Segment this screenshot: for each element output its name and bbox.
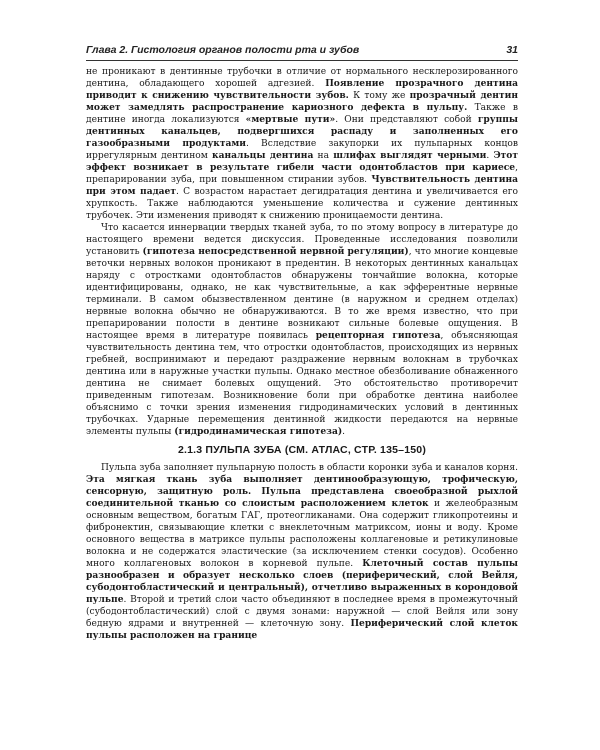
text-run: . Вследствие закупорки их пульпарных концов иррегулярным дентином	[86, 139, 518, 161]
text-run: на	[313, 151, 334, 161]
text-run: не проникают в дентинные трубочки в отличие от нормального несклерозированного дентина, обладающего хорошей адгезией.	[86, 67, 518, 89]
bold-phrase: шлифах выглядят черными	[333, 150, 487, 161]
bold-phrase: (гипотеза непосредственной нервной регуляции)	[142, 246, 409, 257]
bold-phrase: канальцы дентина	[212, 150, 314, 161]
body-text	[86, 66, 518, 642]
text-run: . Второй и третий слои часто объединяют в последнее время в промежуточный (субодонтобластический) слой с двумя зонами: наружной — слой Вейля или зону бедную ядрами и внутренней — клеточную зону.	[86, 595, 518, 629]
bold-phrase: (гидродинамическая гипотеза)	[174, 426, 343, 437]
bold-phrase: группы дентинных канальцев, подвергшихся распаду и заполненных его газообразными продуктами	[86, 114, 518, 149]
paragraph	[86, 66, 518, 222]
text-run: . Они представляют собой	[335, 115, 478, 125]
text-run: .	[342, 427, 346, 437]
paragraph	[86, 462, 518, 642]
header-rule	[86, 60, 518, 61]
text-run: Что касается иннервации твердых тканей зуба, то по этому вопросу в литературе до настоящего времени ведется дискуссия. Проведенные исследования позволили установить	[86, 223, 518, 257]
bold-phrase: Периферический слой клеток пульпы расположен на границе	[86, 618, 518, 641]
bold-phrase: Появление прозрачного дентина приводит к снижению чувствительности зубов.	[86, 78, 518, 101]
text-run: К тому же	[348, 91, 410, 101]
chapter-title: Глава 2. Гистология органов полости рта и зубов	[86, 44, 360, 56]
bold-phrase: рецепторная гипотеза	[315, 330, 441, 341]
bold-phrase: Клеточный состав пульпы разнообразен и образует несколько слоев (периферический, слой Вейля, субодонтобластический и центральный), отчетливо выраженных в корондовой пульпе	[86, 558, 518, 605]
page-number: 31	[506, 44, 518, 56]
text-run: , что многие концевые веточки нервных волокон проникают в предентин. В некоторых дентинных канальцах наряду с отростками одонтобластов обнаружены тончайшие волокна, которые идентифицированы, однако, не как чувствительные, а как эфферентные нервные терминали. В самом обызвествленном дентине (в наружном и среднем отделах) нервные волокна обычно не обнаруживаются. В то же время известно, что при препарировании полости в дентине возникают сильные болевые ощущения. В настоящее время в литературе появилась	[86, 247, 518, 341]
bold-phrase: Эта мягкая ткань зуба выполняет дентинообразующую, трофическую, сенсорную, защитную роль. Пульпа представлена своеобразной рыхлой соединительной тканью со слоистым расположением клеток	[86, 474, 518, 509]
text-run: , препарировании зуба, при повышенном стирании зубов.	[86, 163, 518, 185]
paragraphs-before-section	[86, 66, 518, 438]
paragraphs-after-section	[86, 462, 518, 642]
bold-phrase: Этот эффект возникает в результате гибели части одонтобластов при кариесе	[86, 150, 519, 173]
bold-phrase: прозрачный дентин может замедлять распространение кариозного дефекта в пульпу.	[86, 90, 518, 113]
text-run: .	[486, 151, 494, 161]
text-run: и желеобразным основным веществом, богатым ГАГ, протеогликанами. Она содержит гликопротеины и фибронектин, связывающие клетки с внеклеточным матриксом, ионы и воду. Кроме основного вещества в матриксе пульпы расположены коллагеновые и ретикулиновые волокна и не содержатся эластические (за исключением стенки сосудов). Особенно много коллагеновых волокон в корневой пульпе.	[86, 499, 518, 569]
text-run: Пульпа зуба заполняет пульпарную полость в области коронки зуба и каналов корня.	[101, 463, 518, 473]
section-heading: 2.1.3 ПУЛЬПА ЗУБА (СМ. АТЛАС, СТР. 135–150)	[177, 444, 427, 456]
text-run: Также в дентине иногда локализуются	[86, 103, 518, 125]
bold-phrase: «мертвые пути»	[245, 114, 336, 125]
text-run: . С возрастом нарастает дегидратация дентина и увеличивается его хрупкость. Также наблюдаются уменьшение количества и сужение дентинных трубочек. Эти изменения приводят к снижению проницаемости дентина.	[86, 187, 519, 221]
bold-phrase: Чувствительность дентина при этом падает	[86, 174, 518, 197]
paragraph	[86, 222, 518, 438]
running-header	[86, 44, 518, 56]
text-run: , объясняющая чувствительность дентина тем, что отростки одонтобластов, происходящих из нервных гребней, воспринимают и передают раздражение нервным волокнам в трубочках дентина или в наружные участки пульпы. Однако местное обезболивание обнаженного дентина не снимает болевых ощущений. Это обстоятельство противоречит приведенным гипотезам. Возникновение боли при обработке дентина наиболее объяснимо с точки зрения изменения гидродинамических условий в дентинных трубочках. Ударные перемещения дентинной жидкости передаются на нервные элементы пульпы	[86, 331, 519, 437]
